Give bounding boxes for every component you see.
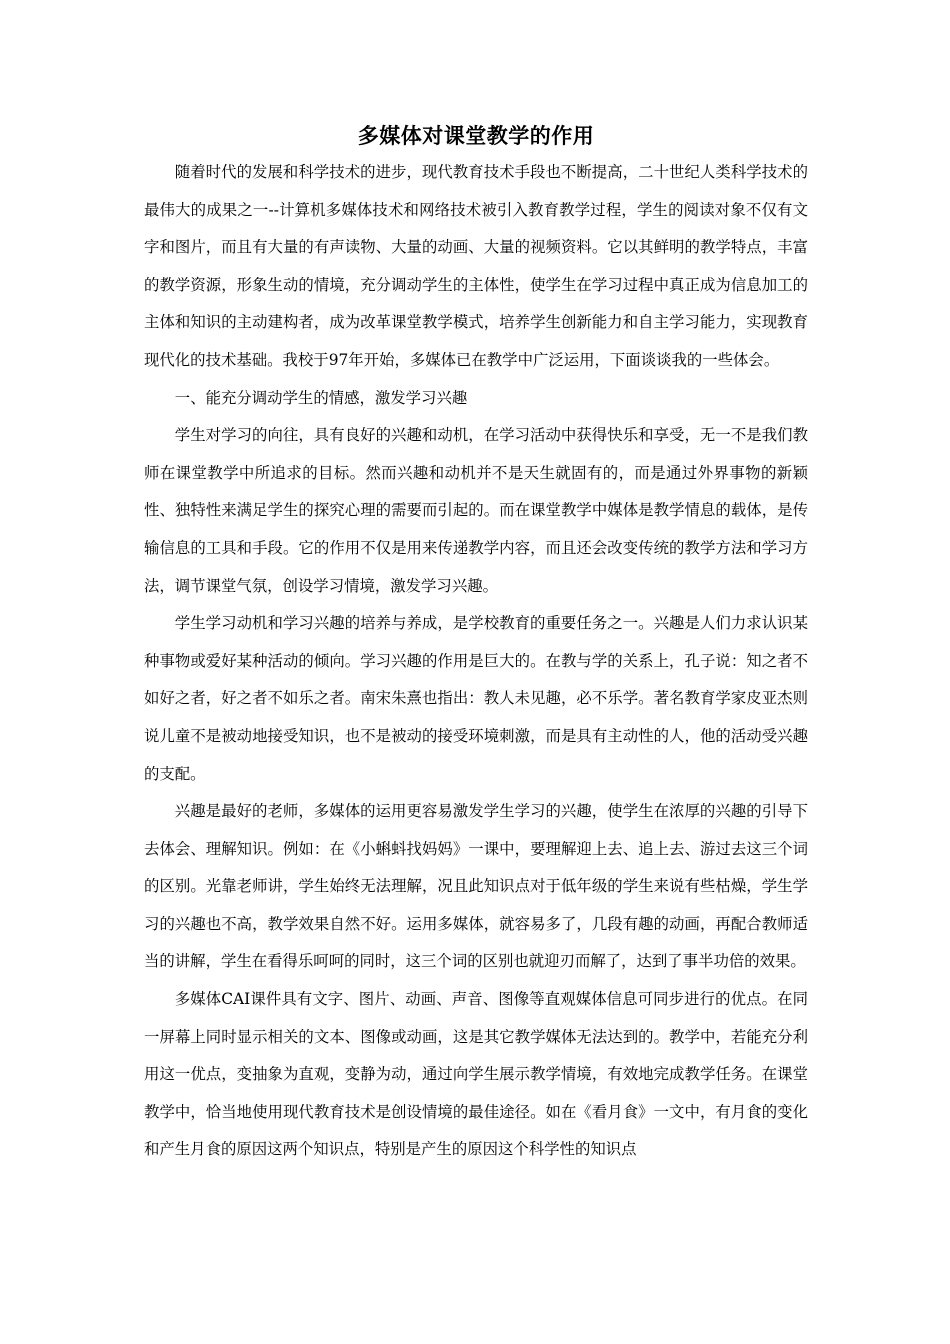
document-page <box>144 118 808 1169</box>
paragraph-learning-interest: 学生学习动机和学习兴趣的培养与养成，是学校教育的重要任务之一。兴趣是人们力求认识某种事物或爱好某种活动的倾向。学习兴趣的作用是巨大的。在教与学的关系上，孔子说：知之者不如好之者，好之者不如乐之者。南宋朱熹也指出：教人未见趣，必不乐学。著名教育学家皮亚杰则说儿童不是被动地接受知识，也不是被动的接受环境刺激，而是具有主动性的人，他的活动受兴趣的支配。 <box>144 614 808 783</box>
paragraph-intro: 随着时代的发展和科学技术的进步，现代教育技术手段也不断提高，二十世纪人类科学技术的最伟大的成果之一--计算机多媒体技术和网络技术被引入教育教学过程，学生的阅读对象不仅有文字和图片，而且有大量的有声读物、大量的动画、大量的视频资料。它以其鲜明的教学特点，丰富的教学资源，形象生动的情境，充分调动学生的主体性，使学生在学习过程中真正成为信息加工的主体和知识的主动建构者，成为改革课堂教学模式，培养学生创新能力和自主学习能力，实现教育现代化的技术基础。我校于97年开始，多媒体已在教学中广泛运用，下面谈谈我的一些体会。 <box>144 163 808 369</box>
paragraph-interest-motivation: 学生对学习的向往，具有良好的兴趣和动机，在学习活动中获得快乐和享受，无一不是我们教师在课堂教学中所追求的目标。然而兴趣和动机并不是天生就固有的，而是通过外界事物的新颖性、独特性来满足学生的探究心理的需要而引起的。而在课堂教学中媒体是教学情息的载体，是传输信息的工具和手段。它的作用不仅是用来传递教学内容，而且还会改变传统的教学方法和学习方法，调节课堂气氛，创设学习情境，激发学习兴趣。 <box>144 426 808 595</box>
document-title: 多媒体对课堂教学的作用 <box>357 123 595 148</box>
paragraph-cai-courseware: 多媒体CAI课件具有文字、图片、动画、声音、图像等直观媒体信息可同步进行的优点。在同一屏幕上同时显示相关的文本、图像或动画，这是其它教学媒体无法达到的。教学中，若能充分利用这一优点，变抽象为直观，变静为动，通过向学生展示教学情境，有效地完成教学任务。在课堂教学中，恰当地使用现代教育技术是创设情境的最佳途径。如在《看月食》一文中，有月食的变化和产生月食的原因这两个知识点，特别是产生的原因这个科学性的知识点 <box>144 990 808 1159</box>
section-heading-1: 一、能充分调动学生的情感，激发学习兴趣 <box>174 388 468 407</box>
paragraph-best-teacher: 兴趣是最好的老师，多媒体的运用更容易激发学生学习的兴趣，使学生在浓厚的兴趣的引导下去体会、理解知识。例如：在《小蝌蚪找妈妈》一课中，要理解迎上去、追上去、游过去这三个词的区别。光靠老师讲，学生始终无法理解，况且此知识点对于低年级的学生来说有些枯燥，学生学习的兴趣也不高，教学效果自然不好。运用多媒体，就容易多了，几段有趣的动画，再配合教师适当的讲解，学生在看得乐呵呵的同时，这三个词的区别也就迎刃而解了，达到了事半功倍的效果。 <box>144 802 808 971</box>
